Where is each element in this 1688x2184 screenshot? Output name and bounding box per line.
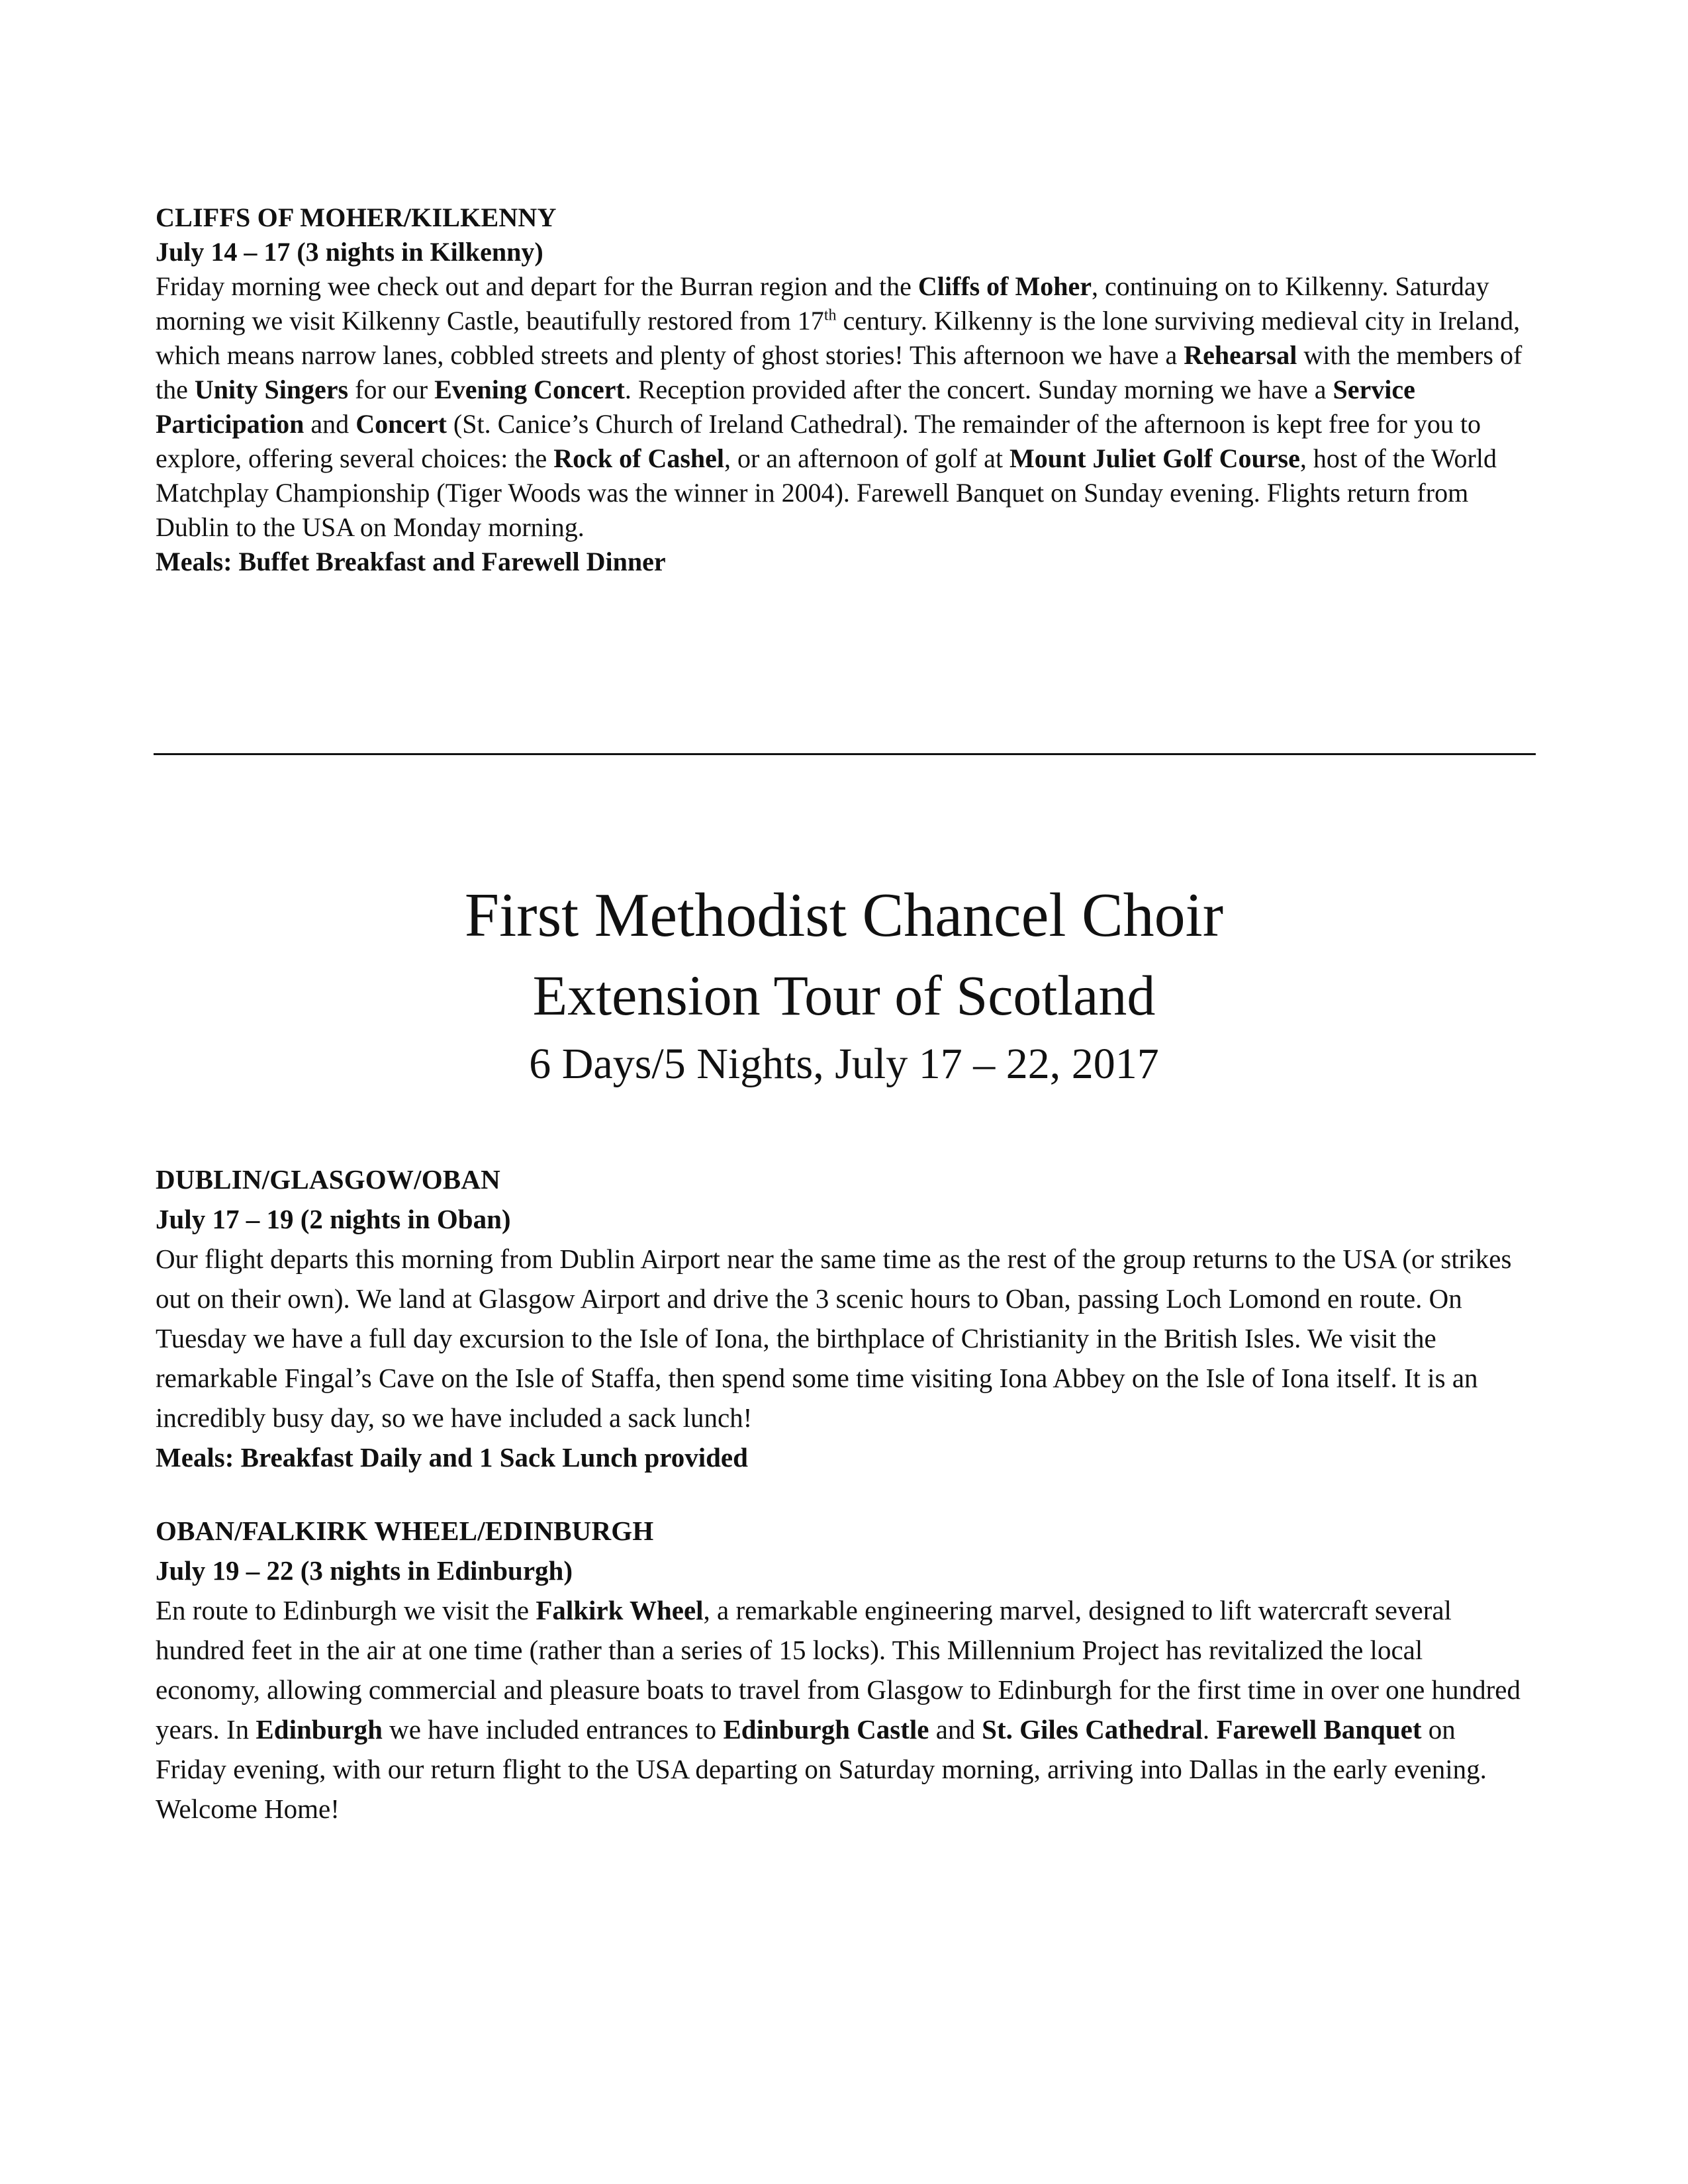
edinburgh-dates: July 19 – 22 (3 nights in Edinburgh): [156, 1555, 573, 1586]
oban-meals: Meals: Breakfast Daily and 1 Sack Lunch provided: [156, 1442, 748, 1473]
rock-of-cashel-label: Rock of Cashel: [553, 443, 725, 473]
edinburgh-description: En route to Edinburgh we visit the Falkirk Wheel, a remarkable engineering marvel, designed to lift watercraft several hundred feet in the air at one time (rather than a series of 15 locks). This Millennium Project has revitalized the local economy, allowing commercial and pleasure boats to travel from Glasgow to Edinburgh for the first time in over one hundred years. In Edinburgh we have included entrances to Edinburgh Castle and St. Giles Cathedral. Farewell Banquet on Friday evening, with our return flight to the USA departing on Saturday morning, arriving into Dallas in the early evening. Welcome Home!: [156, 1595, 1521, 1824]
oban-heading: DUBLIN/GLASGOW/OBAN: [156, 1164, 500, 1195]
evening-concert-label: Evening Concert: [434, 375, 625, 404]
concert-label: Concert: [355, 409, 447, 439]
edinburgh-label: Edinburgh: [256, 1714, 383, 1745]
kilkenny-meals: Meals: Buffet Breakfast and Farewell Dinner: [156, 547, 666, 576]
tour-subtitle: Extension Tour of Scotland: [532, 964, 1156, 1027]
cliffs-of-moher-label: Cliffs of Moher: [917, 271, 1092, 301]
kilkenny-description: Friday morning wee check out and depart for the Burran region and the Cliffs of Moher, continuing on to Kilkenny. Saturday morning we visit Kilkenny Castle, beautifully restored from 17th century. Kilkenny is the lone surviving medieval city in Ireland, which means narrow lanes, cobbled streets and plenty of ghost stories! This afternoon we have a Rehearsal with the members of the Unity Singers for our Evening Concert. Reception provided after the concert. Sunday morning we have a Service Participation and Concert (St. Canice’s Church of Ireland Cathedral). The remainder of the afternoon is kept free for you to explore, offering several choices: the Rock of Cashel, or an afternoon of golf at Mount Juliet Golf Course, host of the World Matchplay Championship (Tiger Woods was the winner in 2004). Farewell Banquet on Sunday evening. Flights return from Dublin to the USA on Monday morning.: [156, 271, 1523, 542]
oban-section: [156, 1160, 1532, 1477]
choir-title: First Methodist Chancel Choir: [464, 881, 1224, 950]
kilkenny-dates: July 14 – 17 (3 nights in Kilkenny): [156, 237, 543, 267]
section-divider: [154, 753, 1536, 755]
oban-dates: July 17 – 19 (2 nights in Oban): [156, 1204, 511, 1234]
oban-description: Our flight departs this morning from Dublin Airport near the same time as the rest of the group returns to the USA (or strikes out on their own). We land at Glasgow Airport and drive the 3 scenic hours to Oban, passing Loch Lomond en route. On Tuesday we have a full day excursion to the Isle of Iona, the birthplace of Christianity in the British Isles. We visit the remarkable Fingal’s Cave on the Isle of Staffa, then spend some time visiting Iona Abbey on the Isle of Iona itself. It is an incredibly busy day, so we have included a sack lunch!: [156, 1244, 1512, 1433]
farewell-banquet-label: Farewell Banquet: [1216, 1714, 1422, 1745]
kilkenny-heading: CLIFFS OF MOHER/KILKENNY: [156, 203, 557, 232]
mount-juliet-label: Mount Juliet Golf Course: [1009, 443, 1300, 473]
rehearsal-label: Rehearsal: [1184, 340, 1297, 370]
unity-singers-label: Unity Singers: [194, 375, 349, 404]
tour-dates: 6 Days/5 Nights, July 17 – 22, 2017: [529, 1040, 1159, 1088]
falkirk-wheel-label: Falkirk Wheel: [536, 1595, 704, 1625]
edinburgh-section: [156, 1511, 1532, 1829]
service-participation-label: Service Participation: [156, 375, 1415, 439]
kilkenny-section: [156, 201, 1532, 579]
edinburgh-castle-label: Edinburgh Castle: [723, 1714, 929, 1745]
tour-title-block: [0, 879, 1688, 1091]
edinburgh-heading: OBAN/FALKIRK WHEEL/EDINBURGH: [156, 1516, 654, 1546]
st-giles-cathedral-label: St. Giles Cathedral: [982, 1714, 1203, 1745]
